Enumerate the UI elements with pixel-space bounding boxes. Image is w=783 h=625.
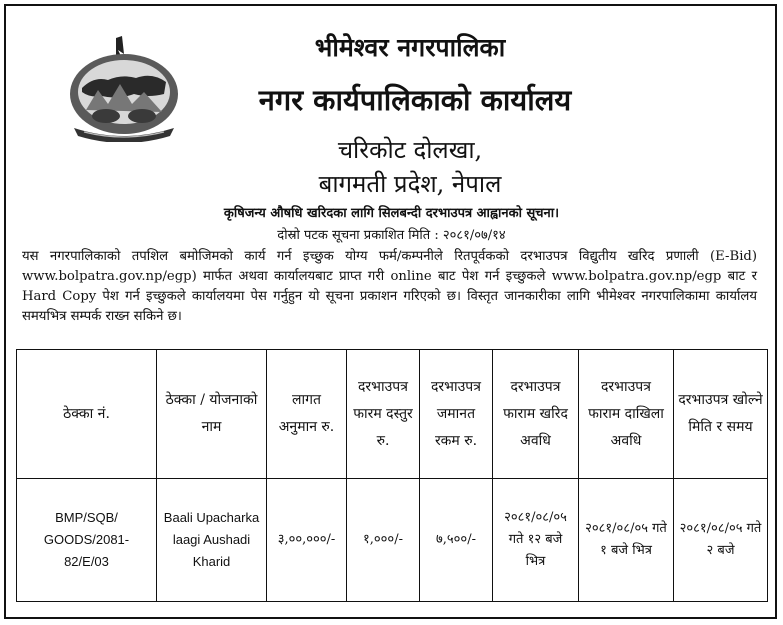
notice-title: कृषिजन्य औषधि खरिदका लागि सिलबन्दी दरभाउपत्र आह्वानको सूचना। [223, 206, 560, 221]
office-name: नगर कार्यपालिकाको कार्यालय [258, 83, 572, 117]
bid-security-cell: ७,५००/- [420, 479, 493, 602]
col-purchase-period: दरभाउपत्र फाराम खरिद अवधि [493, 350, 579, 479]
contract-no-cell: BMP/SQB/ GOODS/2081- 82/E/03 [17, 479, 157, 602]
form-fee-cell: १,०००/- [347, 479, 420, 602]
col-submission-period: दरभाउपत्र फाराम दाखिला अवधि [579, 350, 674, 479]
cost-estimate-cell: ३,००,०००/- [267, 479, 347, 602]
opening-datetime-cell: २०८१/०८/०५ गते २ बजे [674, 479, 768, 602]
col-bid-security: दरभाउपत्र जमानत रकम रु. [420, 350, 493, 479]
address-line-1: चरिकोट दोलखा, [337, 136, 483, 164]
notice-body: यस नगरपालिकाको तपशिल बमोजिमको कार्य गर्न इच्छुक योग्य फर्म/कम्पनीले रितपूर्वकको दरभाउपत्र विद्युतीय खरिद प्रणाली (E-Bid) www.bolpatra.gov.np/egp) मार्फत अथवा कार्यालयबाट प्राप्त गरी online बाट पेश गर्न इच्छुकले www.bolpatra.gov.np/egp बाट र Hard Copy पेश गर्न इच्छुकले कार्यालयमा पेस गर्नुहुन यो सूचना प्रकाशन गरिएको छ। विस्तृत जानकारीका लागि भीमेश्वर नगरपालिकामा कार्यालय समयभित्र सम्पर्क राख्न सकिने छ। [22, 249, 757, 324]
bid-table [16, 349, 768, 602]
publish-date: दोस्रो पटक सूचना प्रकाशित मिति : २०८१/०७/१४ [277, 228, 506, 243]
col-cost-estimate: लागत अनुमान रु. [267, 350, 347, 479]
table-header-row [17, 350, 768, 479]
col-opening-datetime: दरभाउपत्र खोल्ने मिति र समय [674, 350, 768, 479]
address-line-2: बागमती प्रदेश, नेपाल [318, 170, 502, 198]
col-contract-no: ठेक्का नं. [17, 350, 157, 479]
purchase-period-cell: २०८१/०८/०५ गते १२ बजे भित्र [493, 479, 579, 602]
project-name-cell: Baali Upacharka laagi Aushadi Kharid [157, 479, 267, 602]
col-form-fee: दरभाउपत्र फारम दस्तुर रु. [347, 350, 420, 479]
table-row [17, 479, 768, 602]
municipality-name: भीमेश्वर नगरपालिका [314, 33, 506, 62]
submission-period-cell: २०८१/०८/०५ गते १ बजे भित्र [579, 479, 674, 602]
nepal-government-emblem-icon [64, 32, 184, 142]
col-project-name: ठेक्का / योजनाको नाम [157, 350, 267, 479]
